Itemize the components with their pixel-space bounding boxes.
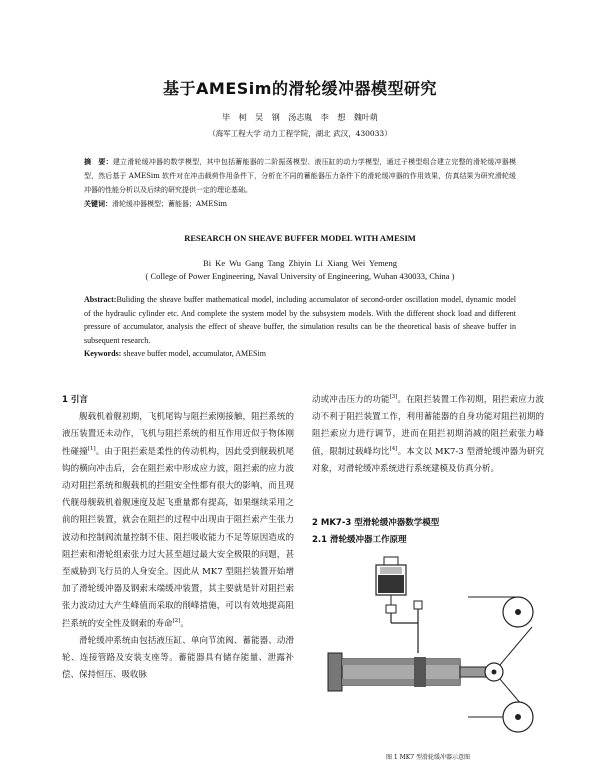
affiliation-cn: （海军工程大学 动力工程学院，湖北 武汉，430033）: [208, 129, 392, 138]
keywords-cn-label: 关键词：: [84, 200, 112, 208]
section-1-heading: 1 引言: [62, 395, 88, 405]
authors-cn: 毕 柯 吴 钢 汤志胤 李 想 魏叶萌: [222, 113, 378, 122]
section-1-paragraph-1: 舰载机着舰初期，飞机尾钩与阻拦索刚接触，阻拦系统的液压装置还未动作，飞机与阻拦系统的相互作用近似于物体刚性碰撞[1]。由于阻拦索是柔性的传动机构，因此受到舰载机尾钩的横向冲击后，会在阻拦索中形成应力波，阻拦索的应力波动对阻拦系统和舰载机的拦阻安全性都有很大的影响，而且现代舰母舰载机着舰速度及起飞重量都有提高，如果继续采用之前的阻拦装置，就会在阻拦的过程中出现由于阻拦索产生张力波动和控制阀流量控制不佳、阻拦吸收能力不足等原因造成的阻拦索和滑轮组索张力过大甚至超过最大安全极限的问题，甚至威胁到飞行员的人身安全。因此从 MK7 型阻拦装置开始增加了滑轮缓冲器及钢索末端缓冲装置，其主要就是针对阻拦索张力波动过大产生峰值而采取的削峰措施，可以有效地提高阻拦系统的安全性及钢索的寿命[2]。: [62, 412, 294, 629]
rope-and-sheaves: [468, 597, 533, 732]
abstract-en: [84, 293, 516, 361]
paper-title-en: RESEARCH ON SHEAVE BUFFER MODEL WITH AMESIM: [184, 233, 416, 243]
keywords-cn-text: 滑轮缓冲器模型；蓄能器；AMESim: [112, 200, 228, 208]
section-2: [312, 515, 544, 549]
citation: [1]: [87, 445, 96, 452]
keywords-en-text: sheave buffer model, accumulator, AMESim: [123, 349, 266, 358]
section-2-1-heading: 2.1 滑轮缓冲器工作原理: [312, 535, 407, 545]
abstract-en-text: Buliding the sheave buffer mathematical model, including accumulator of second-order oscillation model, dynamic model of the hydraulic cylinder etc. And complete the system model by the subsystem models. With the different shock load and different pressure of accumulator, analysis the effect of sheave buffer, the simulation results can be the theoretical basis of sheave buffer in subsequent research.: [84, 295, 516, 345]
keywords-en-label: Keywords:: [84, 349, 122, 358]
abstract-cn-text: 建立滑轮缓冲器的数学模型，其中包括蓄能器的二阶振荡模型、液压缸的动力学模型，通过子模型组合建立完整的滑轮缓冲器模型，然后基于 AMESim 软件对在冲击载荷作用条件下，分析在不同的蓄能器压力条件下的滑轮缓冲器的作用效果，仿真结果为研究滑轮缓冲器的性能分析以及后续的研究提供一定的理论基础。: [84, 158, 517, 194]
section-1-paragraph-2: 滑轮缓冲系统由包括液压缸、单向节流阀、蓄能器、动滑轮、连接管路及安装支座等。蓄能器具有储存能量、泄露补偿、保持恒压、吸收脉: [62, 635, 294, 681]
citation: [4]: [389, 445, 398, 452]
left-column: [62, 392, 294, 684]
citation: [3]: [389, 394, 398, 401]
abstract-cn-label: 摘 要：: [84, 158, 113, 166]
abstract-cn: [84, 155, 516, 211]
figure-1-sheave-buffer-diagram: [318, 553, 548, 743]
figure-1-caption: 图 1 MK7 型滑轮缓冲器示意图: [386, 754, 470, 761]
authors-en: Bi Ke Wu Gang Tang Zhiyin Li Xiang Wei Yemeng: [203, 258, 397, 268]
right-column: [312, 392, 544, 478]
accumulator: [376, 557, 406, 613]
section-2-heading: 2 MK7-3 型滑轮缓冲器数学模型: [312, 518, 440, 528]
citation: [2]: [172, 617, 181, 624]
right-paragraph-1: 动或冲击压力的功能[3]。在阻拦装置工作初期，阻拦索应力波动不利于阻拦装置工作，利用蓄能器的自身功能对阻拦初期的阻拦索应力进行调节，进而在阻拦初期消减的阻拦索张力峰值，限制过载峰均比[4]。本文以 MK7-3 型滑轮缓冲器为研究对象，对滑轮缓冲系统进行系统建模及仿真分析。: [312, 394, 544, 474]
hydraulic-cylinder: [328, 653, 490, 691]
paper-title-cn: 基于AMESim的滑轮缓冲器模型研究: [163, 79, 437, 98]
affiliation-en: ( College of Power Engineering, Naval University of Engineering, Wuhan 430033, China ): [145, 271, 455, 281]
abstract-en-label: Abstract:: [84, 295, 117, 304]
